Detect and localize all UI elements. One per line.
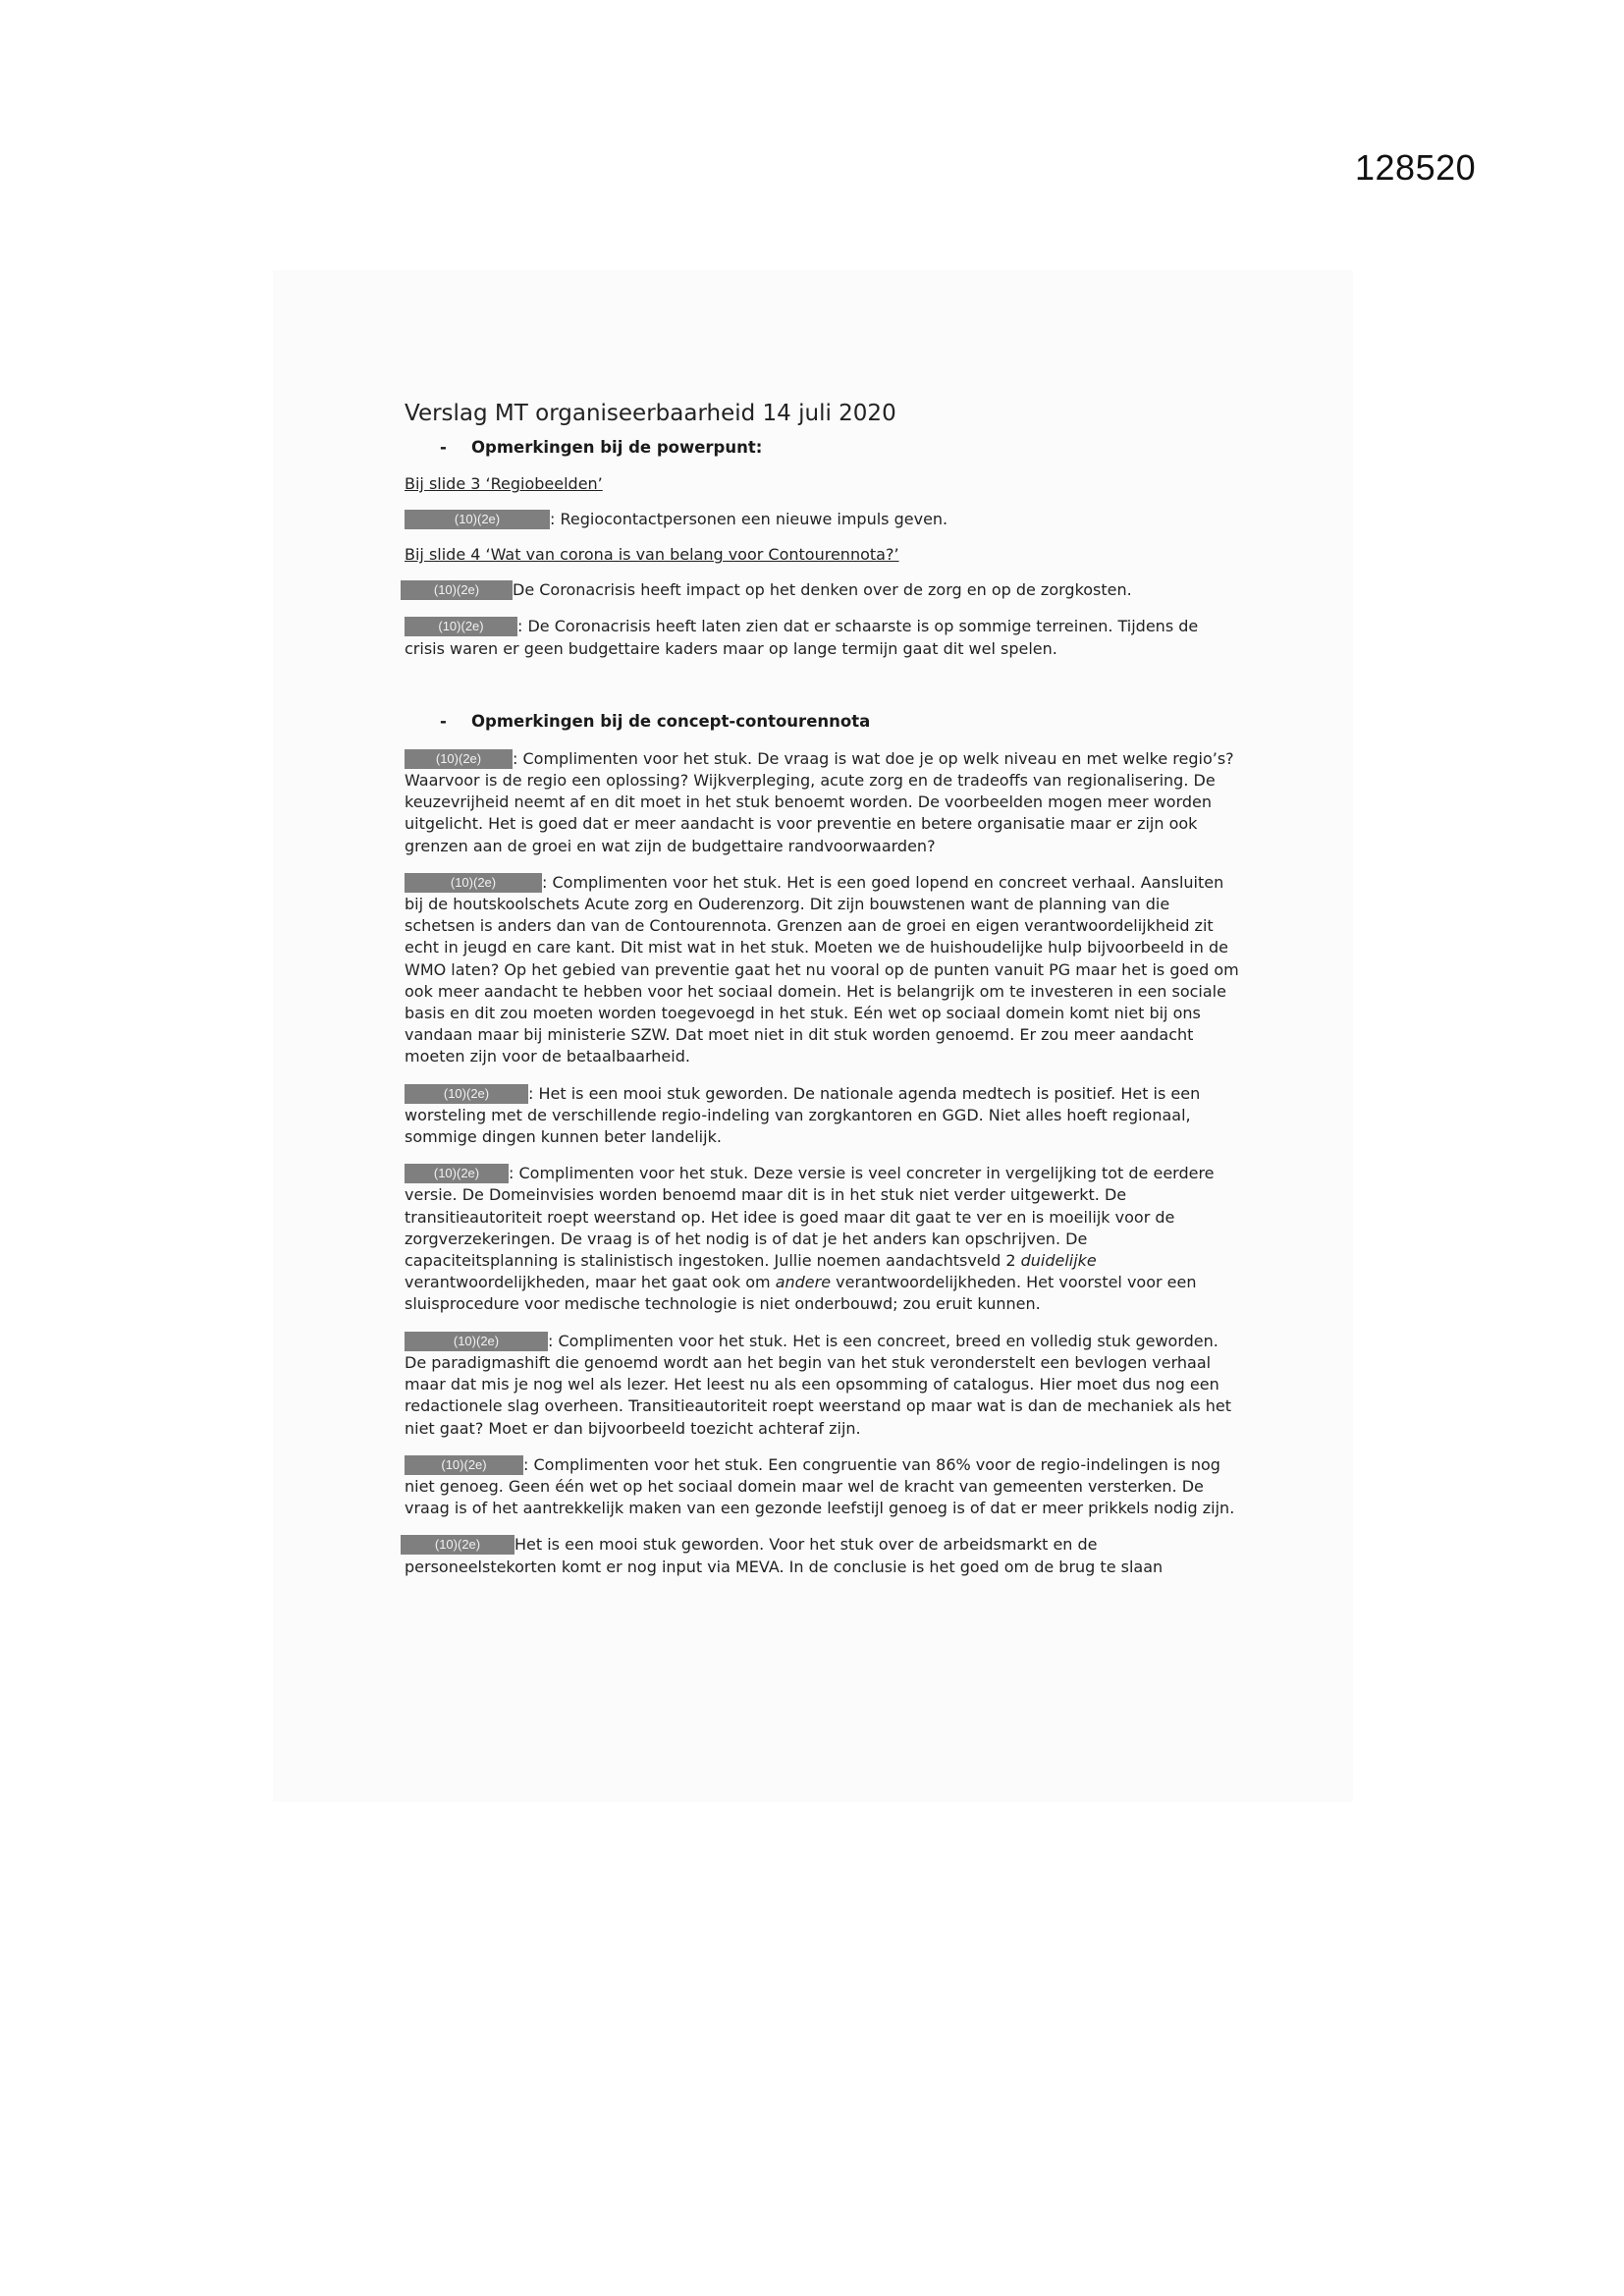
remark-text: : Het is een mooi stuk geworden. De nationale agenda medtech is positief. Het is een worsteling met de verschillende regio-indeling van zorgkantoren en GGD. Niet alles hoeft regionaal, sommige dingen kunnen beter landelijk.: [405, 1083, 1201, 1147]
remark-text: : Complimenten voor het stuk. Een congruentie van 86% voor de regio-indelingen is nog niet genoeg. Geen één wet op het sociaal domein maar wel de kracht van gemeenten versterken. De vraag is of het aantrekkelijk maken van een gezonde leefstijl genoeg is of dat er meer prikkels nodig zijn.: [405, 1454, 1235, 1518]
section-heading-text: Opmerkingen bij de concept-contourennota: [471, 711, 871, 731]
redaction-box: (10)(2e): [405, 1084, 528, 1104]
remark-7: [405, 1534, 1239, 1577]
slide4-remark-2: [405, 616, 1239, 659]
redaction-box: (10)(2e): [405, 617, 517, 636]
remark-text: Het is een mooi stuk geworden. Voor het stuk over de arbeidsmarkt en de personeelstekorten komt er nog input via MEVA. In de conclusie is het goed om de brug te slaan: [405, 1535, 1164, 1576]
remark-1: [405, 748, 1239, 857]
redaction-box: (10)(2e): [401, 580, 513, 600]
dash-bullet: -: [440, 438, 447, 457]
slide3-remark: [405, 509, 1239, 530]
redaction-box: (10)(2e): [405, 1332, 548, 1351]
emphasis-text: andere: [775, 1273, 832, 1292]
remark-2: [405, 872, 1239, 1068]
remark-text: : Regiocontactpersonen een nieuwe impuls geven.: [550, 510, 948, 528]
remark-4: [405, 1163, 1239, 1315]
remark-text: : De Coronacrisis heeft laten zien dat er schaarste is op sommige terreinen. Tijdens de crisis waren er geen budgettaire kaders maar op lange termijn gaat dit wel spelen.: [405, 617, 1199, 658]
section-heading-contourennota: [405, 712, 1239, 731]
section-heading-text: Opmerkingen bij de powerpunt:: [471, 438, 763, 457]
remark-text: verantwoordelijkheden. Het voorstel voor een sluisprocedure voor medische technologie is niet onderbouwd; zou eruit kunnen.: [405, 1273, 1197, 1314]
redaction-box: (10)(2e): [401, 1535, 514, 1555]
dash-bullet: -: [440, 711, 447, 731]
remark-6: [405, 1454, 1239, 1520]
slide4-remark-1: [405, 579, 1239, 601]
remark-5: [405, 1331, 1239, 1440]
remark-text: : Complimenten voor het stuk. De vraag is wat doe je op welk niveau en met welke regio’s? Waarvoor is de regio een oplossing? Wijkverpleging, acute zorg en de tradeoffs van regionalisering. De keuzevrijheid neemt af en dit moet in het stuk benoemt worden. De voorbeelden mogen meer worden uitgelicht. Het is goed dat er meer aandacht is voor preventie en betere organisatie maar er zijn ook grenzen aan de groei en wat zijn de budgettaire randvoorwaarden?: [405, 748, 1234, 855]
remark-text: : Complimenten voor het stuk. Deze versie is veel concreter in vergelijking tot de eerdere versie. De Domeinvisies worden benoemd maar dit is in het stuk niet verder uitgewerkt. De transitieautoriteit roept weerstand op. Het idee is goed maar dit gaat te ver en is moeilijk voor de zorgverzekeringen. De vraag is of het nodig is of dat je het anders kan opschrijven. De capaciteitsplanning is stalinistisch ingestoken. Jullie noemen aandachtsveld 2: [405, 1164, 1215, 1271]
emphasis-text: duidelijke: [1020, 1251, 1097, 1271]
redaction-box: (10)(2e): [405, 873, 542, 893]
slide3-heading: Bij slide 3 ‘Regiobeelden’: [405, 474, 603, 493]
slide4-heading: Bij slide 4 ‘Wat van corona is van belang voor Contourennota?’: [405, 545, 899, 565]
remark-text: verantwoordelijkheden, maar het gaat ook om: [405, 1273, 776, 1292]
remark-3: [405, 1083, 1239, 1149]
remark-text: De Coronacrisis heeft impact op het denken over de zorg en op de zorgkosten.: [513, 580, 1132, 600]
document-body: [405, 401, 1239, 1593]
redaction-box: (10)(2e): [405, 1455, 523, 1475]
redaction-box: (10)(2e): [405, 1164, 509, 1183]
document-title: Verslag MT organiseerbaarheid 14 juli 2020: [405, 401, 896, 426]
redaction-box: (10)(2e): [405, 510, 550, 529]
remark-text: : Complimenten voor het stuk. Het is een concreet, breed en volledig stuk geworden. De paradigmashift die genoemd wordt aan het begin van het stuk veronderstelt een bevlogen verhaal maar dat mis je nog wel als lezer. Het leest nu als een opsomming of catalogus. Hier moet dus nog een redactionele slag overheen. Transitieautoriteit roept weerstand op maar wat is dan de mechaniek als het niet gaat? Moet er dan bijvoorbeeld toezicht achteraf zijn.: [405, 1331, 1231, 1438]
section-heading-powerpoint: [405, 438, 1239, 457]
remark-text: : Complimenten voor het stuk. Het is een goed lopend en concreet verhaal. Aansluiten bij de houtskoolschets Acute zorg en Ouderenzorg. Dit zijn bouwstenen want de planning van die schetsen is anders dan van de Contourennota. Grenzen aan de groei en eigen verantwoordelijkheid zit echt in jeugd en care kant. Dit mist wat in het stuk. Moeten we de huishoudelijke hulp bijvoorbeeld in de WMO laten? Op het gebied van preventie gaat het nu vooral op de punten vanuit PG maar het is goed om ook meer aandacht te hebben voor het sociaal domein. Het is belangrijk om te investeren in een sociale basis en dit zou moeten worden toegevoegd in het stuk. Eén wet op sociaal domein komt niet bij ons vandaan maar bij ministerie SZW. Dat moet niet in dit stuk worden genoemd. Er zou meer aandacht moeten zijn voor de betaalbaarheid.: [405, 872, 1239, 1066]
redaction-box: (10)(2e): [405, 749, 513, 769]
document-number: 128520: [1355, 147, 1477, 188]
